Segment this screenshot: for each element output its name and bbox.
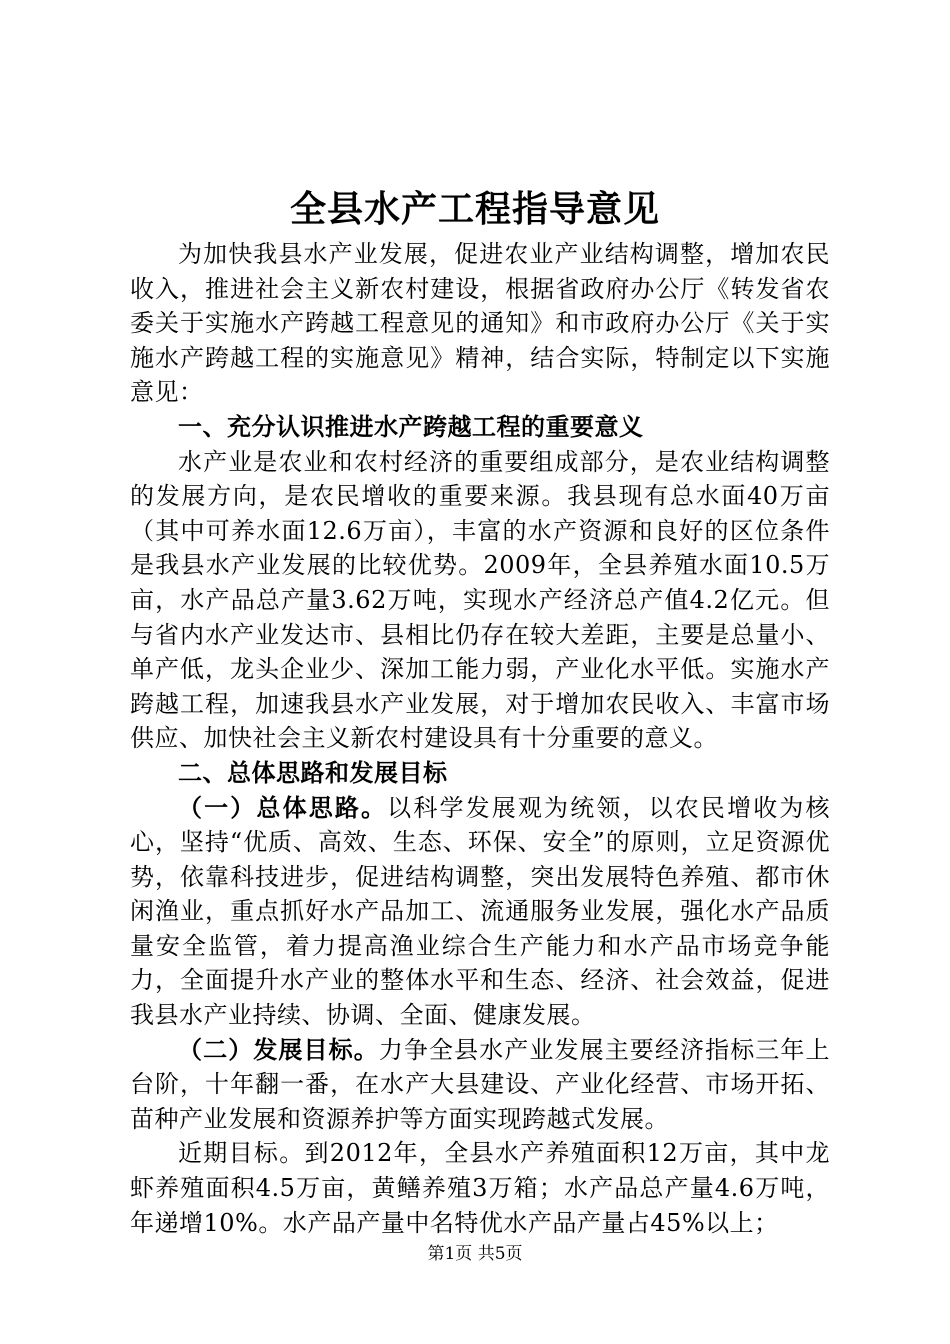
document-body xyxy=(130,237,830,1240)
overall-approach-text: 以科学发展观为统领，以农民增收为核心，坚持“优质、高效、生态、环保、安全”的原则，立足资源优势，依靠科技进步，促进结构调整，突出发展特色养殖、都市休闲渔业，重点抓好水产品加工、流通服务业发展，强化水产品质量安全监管，着力提高渔业综合生产能力和水产品市场竞争能力，全面提升水产业的整体水平和生态、经济、社会效益，促进我县水产业持续、协调、全面、健康发展。 xyxy=(130,793,831,1030)
page-footer: 第1页 共5页 xyxy=(427,1244,523,1264)
section-1-paragraph: 水产业是农业和农村经济的重要组成部分，是农业结构调整的发展方向，是农民增收的重要来源。我县现有总水面40万亩（其中可养水面12.6万亩），丰富的水产资源和良好的区位条件是我县水产业发展的比较优势。2009年，全县养殖水面10.5万亩，水产品总产量3.62万吨，实现水产经济总产值4.2亿元。但与省内水产业发达市、县相比仍存在较大差距，主要是总量小、单产低，龙头企业少、深加工能力弱，产业化水平低。实施水产跨越工程，加速我县水产业发展，对于增加农民收入、丰富市场供应、加快社会主义新农村建设具有十分重要的意义。 xyxy=(130,447,830,753)
development-goals-lead: （二）发展目标。 xyxy=(178,1034,379,1064)
section-1-heading: 一、充分认识推进水产跨越工程的重要意义 xyxy=(178,411,644,441)
intro-paragraph: 为加快我县水产业发展，促进农业产业结构调整，增加农民收入，推进社会主义新农村建设，根据省政府办公厅《转发省农委关于实施水产跨越工程意见的通知》和市政府办公厅《关于实施水产跨越工程的实施意见》精神，结合实际，特制定以下实施意见： xyxy=(130,240,830,407)
development-goals-text: 力争全县水产业发展主要经济指标三年上台阶，十年翻一番，在水产大县建设、产业化经营、市场开拓、苗种产业发展和资源养护等方面实现跨越式发展。 xyxy=(130,1035,831,1133)
near-term-goals-paragraph: 近期目标。到2012年，全县水产养殖面积12万亩，其中龙虾养殖面积4.5万亩，黄鳝养殖3万箱；水产品总产量4.6万吨，年递增10%。水产品产量中名特优水产品产量占45%以上； xyxy=(130,1139,830,1237)
development-goals-paragraph xyxy=(130,1033,830,1137)
section-2-heading: 二、总体思路和发展目标 xyxy=(178,757,448,787)
overall-approach-paragraph xyxy=(130,791,830,1033)
document-title: 全县水产工程指导意见 xyxy=(289,188,660,230)
overall-approach-lead: （一）总体思路。 xyxy=(178,792,388,822)
